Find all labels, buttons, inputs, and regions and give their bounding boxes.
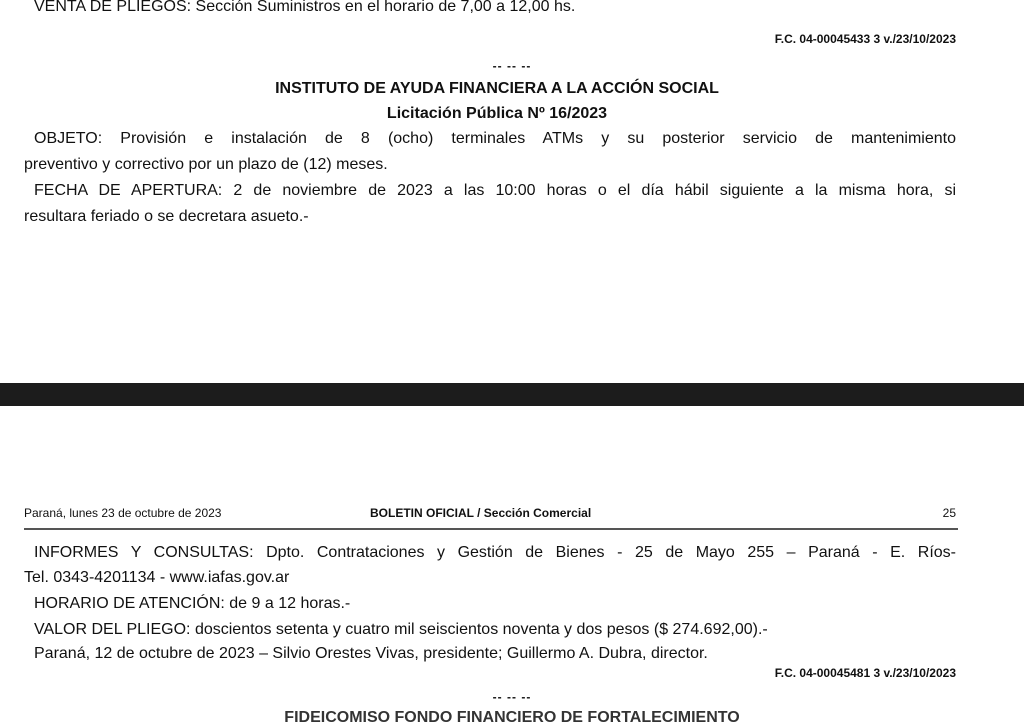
page-bottom: [0, 406, 1024, 726]
separator-2: -- -- --: [492, 690, 532, 704]
objeto-line-1: OBJETO: Provisión e instalación de 8 (ocho) terminales ATMs y su posterior servicio de mantenimiento: [34, 130, 956, 147]
next-title-cut-off: FIDEICOMISO FONDO FINANCIERO DE FORTALECIMIENTO: [284, 709, 740, 726]
firma-line: Paraná, 12 de octubre de 2023 – Silvio Orestes Vivas, presidente; Guillermo A. Dubra, director.: [34, 645, 708, 662]
page-gap-bar: [0, 383, 1024, 406]
page-number: 25: [942, 506, 956, 520]
informes-line-1: INFORMES Y CONSULTAS: Dpto. Contrataciones y Gestión de Bienes - 25 de Mayo 255 – Paraná - E. Ríos-: [34, 544, 956, 561]
header-date: Paraná, lunes 23 de octubre de 2023: [24, 506, 222, 520]
header-rule: [24, 528, 958, 530]
horario-line: HORARIO DE ATENCIÓN: de 9 a 12 horas.-: [34, 595, 351, 612]
objeto-line-2: preventivo y correctivo por un plazo de (12) meses.: [24, 156, 388, 173]
apertura-line-1: FECHA DE APERTURA: 2 de noviembre de 2023 a las 10:00 horas o el día hábil siguiente a la misma hora, si: [34, 182, 956, 199]
separator-1: -- -- --: [492, 59, 532, 73]
header-publication: BOLETIN OFICIAL / Sección Comercial: [370, 506, 592, 520]
apertura-line-2: resultara feriado o se decretara asueto.-: [24, 208, 309, 225]
valor-line: VALOR DEL PLIEGO: doscientos setenta y cuatro mil seiscientos noventa y dos pesos ($ 274.692,00).-: [34, 621, 768, 638]
institute-title: INSTITUTO DE AYUDA FINANCIERA A LA ACCIÓN SOCIAL: [275, 80, 719, 97]
reference-code-1: F.C. 04-00045433 3 v./23/10/2023: [774, 32, 956, 46]
informes-line-2: Tel. 0343-4201134 - www.iafas.gov.ar: [24, 569, 290, 586]
tender-title: Licitación Pública Nº 16/2023: [386, 105, 608, 122]
venta-pliegos-line: VENTA DE PLIEGOS: Sección Suministros en el horario de 7,00 a 12,00 hs.: [34, 0, 576, 15]
running-header: [24, 506, 956, 522]
reference-code-2: F.C. 04-00045481 3 v./23/10/2023: [774, 666, 956, 680]
